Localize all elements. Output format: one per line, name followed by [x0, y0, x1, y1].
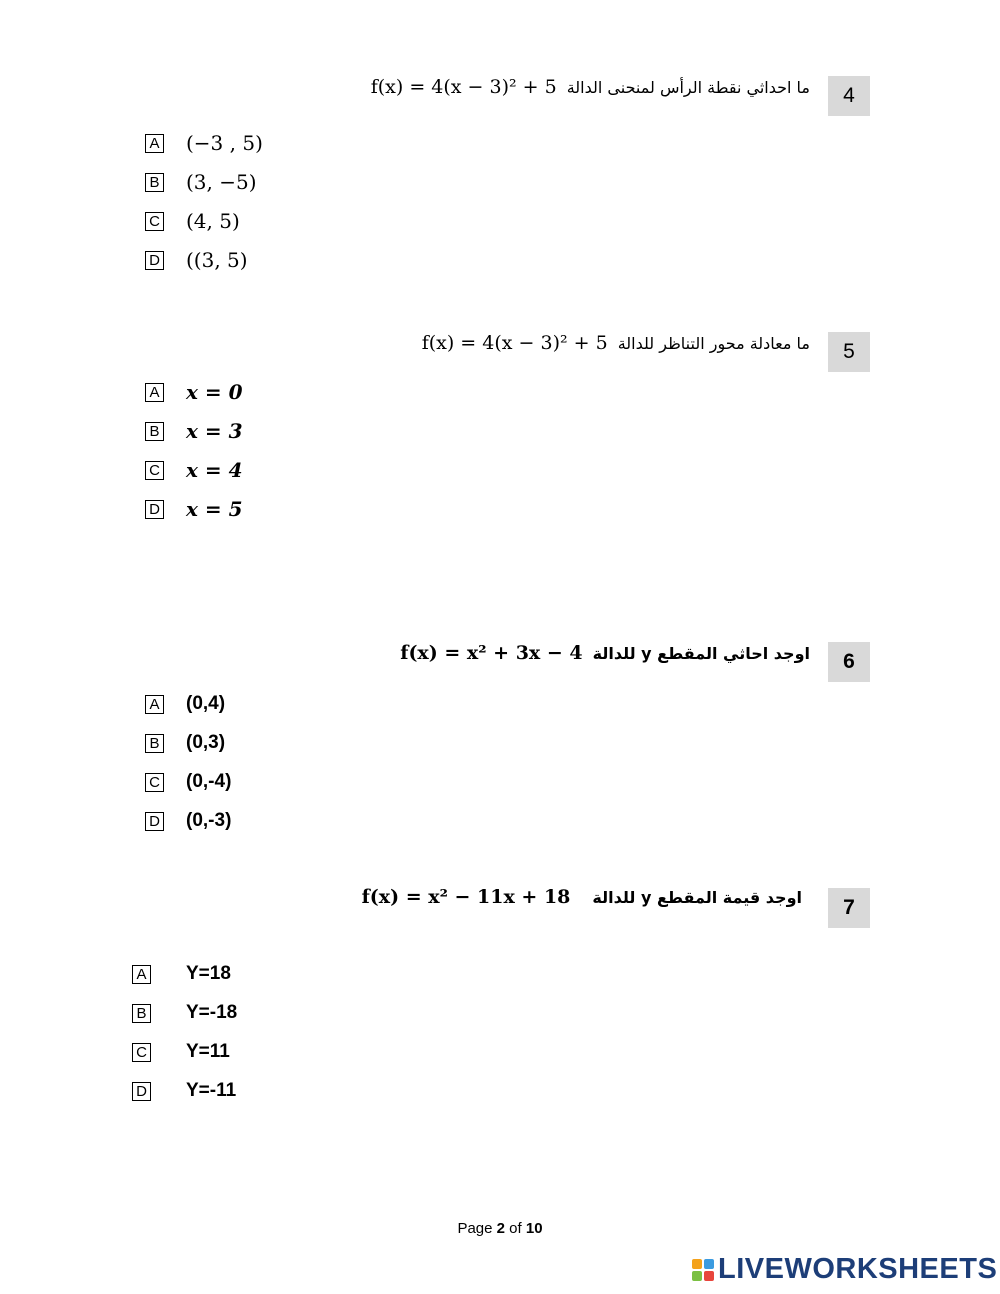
- option-text: x = 3: [186, 419, 243, 443]
- option-letter-box[interactable]: A: [145, 695, 164, 714]
- footer-prefix: Page: [457, 1220, 497, 1237]
- option-text: ((3, 5): [186, 248, 248, 272]
- logo-text: LIVEWORKSHEETS: [718, 1253, 998, 1285]
- option-letter-box[interactable]: A: [145, 134, 164, 153]
- option-a[interactable]: [145, 692, 225, 716]
- current-page: 2: [496, 1220, 505, 1237]
- option-letter-box[interactable]: B: [132, 1004, 151, 1023]
- option-letter-box[interactable]: C: [145, 461, 164, 480]
- option-text: (0,-4): [186, 771, 232, 792]
- liveworksheets-logo[interactable]: [692, 1253, 997, 1286]
- question-formula: f(x) = x² − 11x + 18: [361, 886, 571, 908]
- option-text: (0,3): [186, 732, 226, 753]
- option-text: (4, 5): [186, 209, 240, 233]
- option-text: (0,4): [186, 693, 226, 714]
- question-text: [371, 76, 810, 98]
- option-b[interactable]: [145, 170, 257, 194]
- option-letter-box[interactable]: D: [145, 500, 164, 519]
- question-prompt: اوجد احاثي المقطع y للدالة: [592, 644, 810, 663]
- option-text: x = 4: [186, 458, 243, 482]
- option-letter-box[interactable]: D: [145, 251, 164, 270]
- option-d[interactable]: [145, 248, 248, 272]
- option-a[interactable]: [145, 380, 243, 404]
- option-c[interactable]: [145, 209, 240, 233]
- option-letter-box[interactable]: B: [145, 422, 164, 441]
- option-text: Y=18: [186, 963, 231, 984]
- footer-middle: of: [505, 1220, 526, 1237]
- question-text: [400, 642, 810, 664]
- option-text: x = 0: [186, 380, 243, 404]
- option-c[interactable]: [145, 458, 243, 482]
- page-footer: [0, 1220, 1000, 1237]
- option-b[interactable]: [132, 1001, 237, 1025]
- option-letter-box[interactable]: D: [145, 812, 164, 831]
- option-a[interactable]: [132, 962, 231, 986]
- option-text: x = 5: [186, 497, 243, 521]
- option-d[interactable]: [132, 1079, 236, 1103]
- option-letter-box[interactable]: B: [145, 173, 164, 192]
- option-letter-box[interactable]: A: [145, 383, 164, 402]
- question-text: [362, 886, 802, 908]
- option-letter-box[interactable]: D: [132, 1082, 151, 1101]
- option-letter-box[interactable]: C: [145, 773, 164, 792]
- question-prompt: اوجد قيمة المقطع y للدالة: [592, 888, 802, 907]
- question-prompt: ما معادلة محور التناظر للدالة: [617, 334, 810, 353]
- option-text: Y=11: [186, 1041, 230, 1062]
- question-number: 4: [828, 76, 870, 116]
- option-letter-box[interactable]: C: [132, 1043, 151, 1062]
- option-c[interactable]: [145, 770, 231, 794]
- question-formula: f(x) = 4(x − 3)² + 5: [370, 76, 557, 98]
- option-letter-box[interactable]: B: [145, 734, 164, 753]
- option-text: Y=-18: [186, 1002, 238, 1023]
- option-letter-box[interactable]: C: [145, 212, 164, 231]
- logo-icon: [692, 1259, 714, 1281]
- option-text: Y=-11: [186, 1080, 237, 1101]
- question-number: 7: [828, 888, 870, 928]
- question-formula: f(x) = 4(x − 3)² + 5: [421, 332, 608, 354]
- option-b[interactable]: [145, 731, 225, 755]
- option-b[interactable]: [145, 419, 243, 443]
- question-text: [422, 332, 810, 354]
- option-text: (−3 , 5): [186, 131, 263, 155]
- question-number: 6: [828, 642, 870, 682]
- question-prompt: ما احداثي نقطة الرأس لمنحنى الدالة: [566, 78, 810, 97]
- total-pages: 10: [525, 1220, 543, 1237]
- question-formula: f(x) = x² + 3x − 4: [400, 642, 583, 664]
- option-d[interactable]: [145, 809, 231, 833]
- question-number: 5: [828, 332, 870, 372]
- option-letter-box[interactable]: A: [132, 965, 151, 984]
- option-c[interactable]: [132, 1040, 230, 1064]
- option-text: (3, −5): [186, 170, 257, 194]
- option-d[interactable]: [145, 497, 243, 521]
- option-text: (0,-3): [186, 810, 232, 831]
- option-a[interactable]: [145, 131, 263, 155]
